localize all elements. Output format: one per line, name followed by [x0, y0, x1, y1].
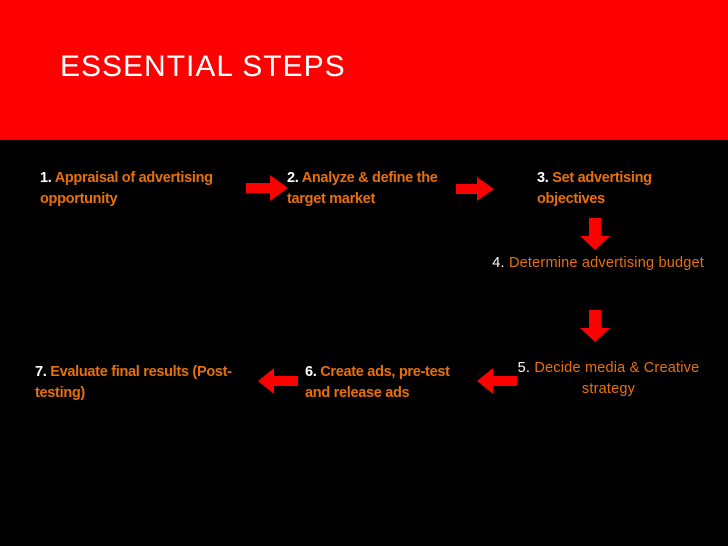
step-7: [35, 362, 250, 404]
step-6-number: 6.: [305, 364, 317, 380]
step-3-label: Set advertising objectives: [537, 170, 652, 208]
step-2: [287, 168, 452, 210]
step-2-number: 2.: [287, 170, 299, 186]
step-6: [305, 362, 475, 404]
step-5-number: 5.: [517, 360, 531, 376]
arrow-step6-to-step7: [258, 368, 298, 394]
arrow-step3-to-step4: [580, 218, 610, 250]
step-3: [537, 168, 697, 210]
step-5-label: Decide media & Creative strategy: [534, 360, 700, 398]
step-4-number: 4.: [492, 255, 505, 271]
step-7-label: Evaluate final results (Post-testing): [35, 364, 232, 402]
step-3-number: 3.: [537, 170, 549, 186]
step-2-label: Analyze & define the target market: [287, 170, 438, 208]
step-1: [40, 168, 255, 210]
page-title: ESSENTIAL STEPS: [60, 50, 346, 83]
step-7-number: 7.: [35, 364, 47, 380]
step-6-label: Create ads, pre-test and release ads: [305, 364, 450, 402]
arrow-step5-to-step6: [477, 368, 517, 394]
step-1-number: 1.: [40, 170, 52, 186]
step-4: [492, 253, 704, 274]
step-4-label: Determine advertising budget: [508, 255, 704, 271]
diagram-area: [0, 140, 728, 546]
arrow-step2-to-step3: [456, 177, 494, 201]
step-5: [516, 358, 701, 400]
arrow-step1-to-step2: [246, 175, 288, 201]
arrow-step4-to-step5: [580, 310, 610, 342]
step-1-label: Appraisal of advertising opportunity: [40, 170, 213, 208]
